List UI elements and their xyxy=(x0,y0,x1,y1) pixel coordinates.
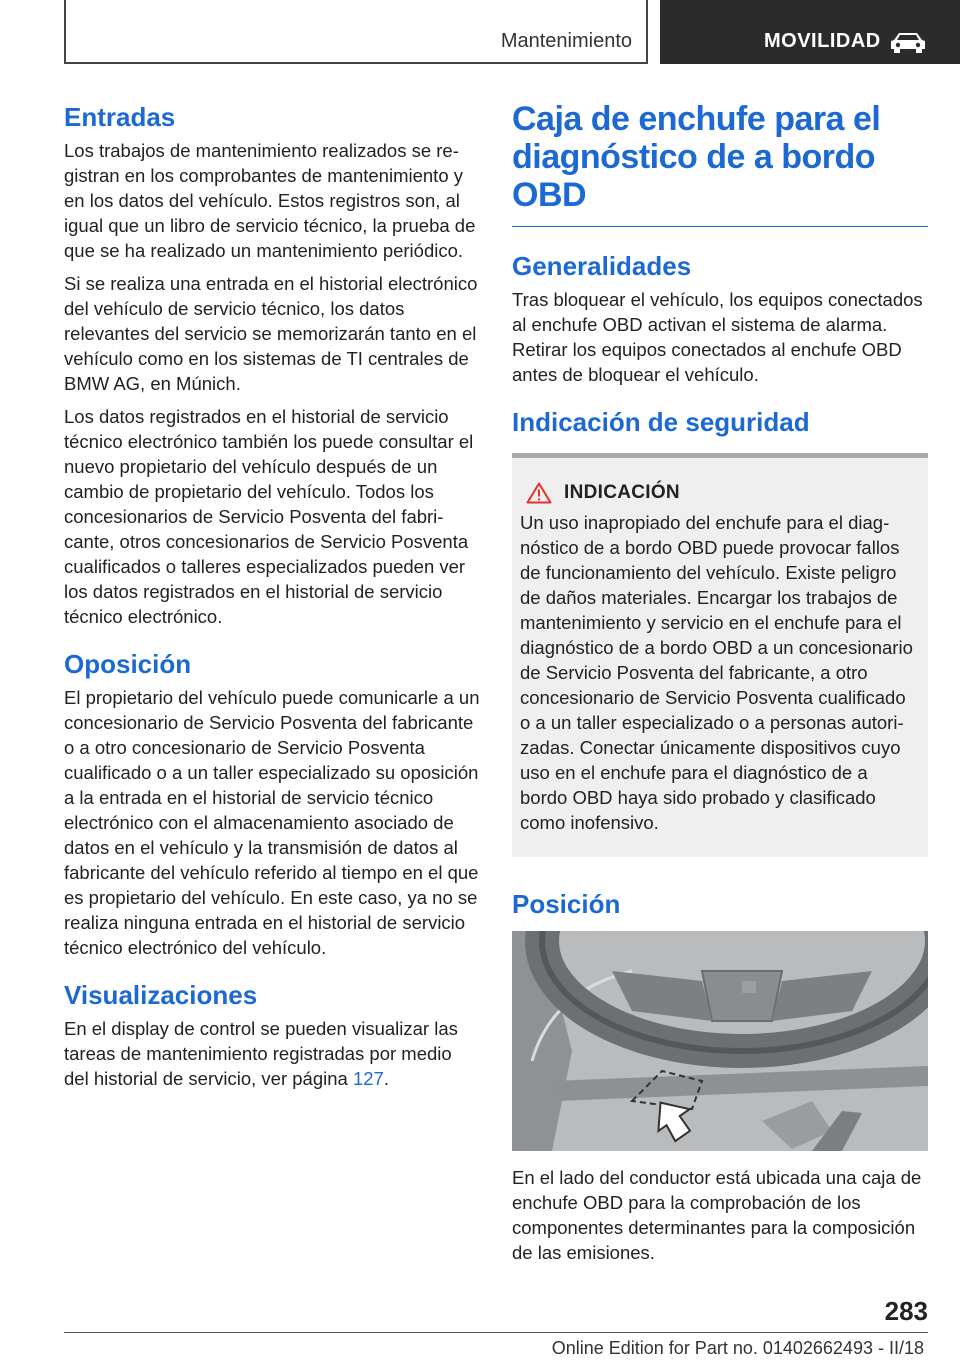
obd-location-image xyxy=(512,931,928,1151)
page-link[interactable]: 127 xyxy=(352,1068,384,1089)
warning-icon xyxy=(526,482,552,504)
right-column xyxy=(512,100,928,1273)
paragraph-suffix: . xyxy=(383,1068,389,1089)
notice-box xyxy=(512,453,928,857)
page-number: 283 xyxy=(884,1296,928,1326)
left-column xyxy=(64,100,480,1109)
heading-seguridad: Indicación de seguridad xyxy=(512,407,810,437)
paragraph: El propietario del vehículo puede comunicarle a un concesionario de Servicio Posventa del fabricante o a otro concesionario de Servicio Posventa cualificado o a un taller especializado su oposición a la entrada en el historial de servicio técnico electrónico con el almacenamiento asociado de datos en el vehículo y la transmisión de datos al fabricante del vehículo referido al tiempo en el que es propietario del vehículo. En este caso, ya no se realiza ninguna entrada en el historial de servicio técnico electrónico del vehículo. xyxy=(64,687,480,958)
chapter-main-title: Caja de enchufe para el diagnóstico de a bordo OBD xyxy=(512,100,881,214)
header-section-box xyxy=(64,0,648,64)
heading-entradas: Entradas xyxy=(64,102,176,132)
section-generalidades xyxy=(512,249,928,387)
notice-text: Un uso inapropiado del enchufe para el diagnóstico de a bordo OBD puede provocar fallos de funcionamiento del vehículo. Existe peligro de daños materiales. Encargar los trabajos de mantenimiento y servicio en el enchufe para el diagnóstico de a bordo OBD a un concesionario de Servicio Posventa del fabricante, a otro concesionario de Servicio Posventa cualificado o a un taller especializado o a personas autorizadas. Conectar únicamente dispositivos cuyo uso en el enchufe para el diagnóstico de a bordo OBD haya sido probado y clasificado como inofensivo. xyxy=(520,512,913,833)
section-oposicion xyxy=(64,647,480,960)
header-section-title: Mantenimiento xyxy=(500,30,632,52)
paragraph-text: En el display de control se pueden visualizar las tareas de mantenimiento registradas por medio del historial de servicio, ver página xyxy=(64,1018,458,1089)
heading-generalidades: Generalidades xyxy=(512,251,692,281)
section-seguridad xyxy=(512,405,928,857)
paragraph: Tras bloquear el vehículo, los equipos conectados al enchufe OBD activan el sistema de alarma. Retirar los equipos conectados al enchufe OBD antes de bloquear el vehículo. xyxy=(512,289,923,385)
heading-oposicion: Oposición xyxy=(64,649,192,679)
notice-header xyxy=(520,482,920,504)
paragraph: Los trabajos de mantenimiento realizados se registran en los comprobantes de mantenimiento y en los datos del vehículo. Estos registros son, al igual que un libro de servicio técnico, la prueba de que se ha realizado un mantenimiento periódico. xyxy=(64,140,476,261)
heading-posicion: Posición xyxy=(512,889,621,919)
notice-title: INDICACIÓN xyxy=(564,482,680,503)
steering-wheel-illustration xyxy=(512,931,928,1151)
paragraph xyxy=(64,1016,480,1091)
paragraph: Los datos registrados en el historial de servicio técnico electrónico también los puede consultar el nuevo propietario del vehículo después de un cambio de propietario del vehículo. Todos los concesionarios de Servicio Posventa del fabricante, otros concesionarios de Servicio Posventa cualificados o talleres especializados pueden ver los datos registrados en el historial de servicio técnico electrónico. xyxy=(64,406,474,627)
section-visualizaciones xyxy=(64,978,480,1091)
car-icon xyxy=(888,30,928,54)
paragraph: Si se realiza una entrada en el historial electrónico del vehículo de servicio técnico, los datos relevantes del servicio se memorizarán tanto en el vehículo como en los sistemas de TI centrales de BMW AG, en Múnich. xyxy=(64,273,478,394)
header-chapter-title: MOVILIDAD xyxy=(764,30,881,52)
section-posicion xyxy=(512,887,928,1265)
section-entradas xyxy=(64,100,480,629)
footer-edition: Online Edition for Part no. 01402662493 - II/18 xyxy=(551,1338,924,1358)
title-divider xyxy=(512,226,928,227)
header-chapter-box xyxy=(660,0,960,64)
paragraph: En el lado del conductor está ubicada una caja de enchufe OBD para la comprobación de los componentes determinantes para la composición de las emisiones. xyxy=(512,1167,922,1263)
footer-divider xyxy=(64,1332,928,1333)
heading-visualizaciones: Visualizaciones xyxy=(64,980,258,1010)
